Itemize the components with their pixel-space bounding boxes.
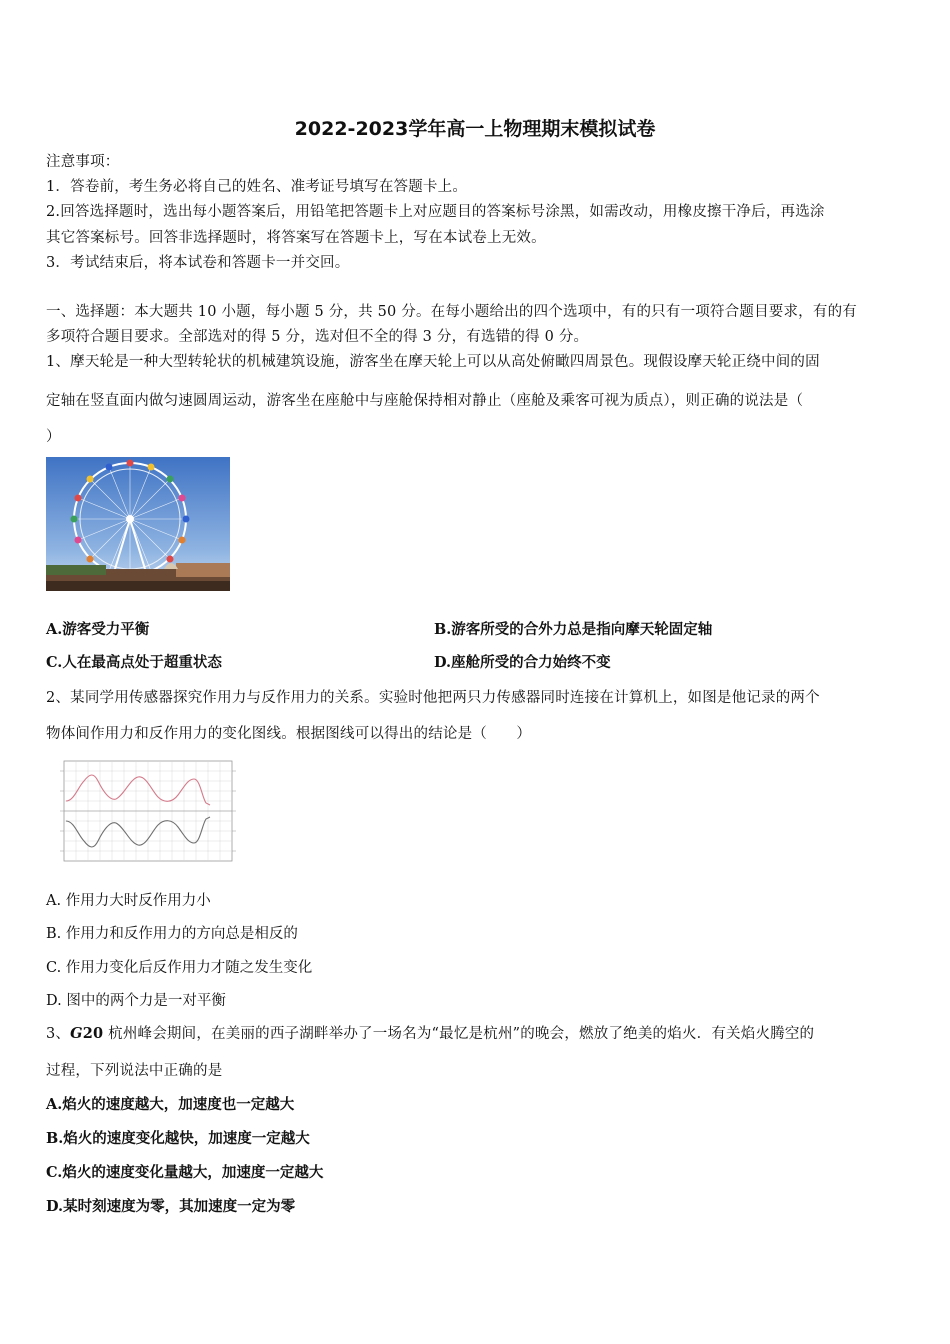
section-intro: 多项符合题目要求。全部选对的得 5 分，选对但不全的得 3 分，有选错的得 0 分。 [46,329,589,345]
g20-number: 20 [82,1025,104,1042]
q2-option-c[interactable]: C. 作用力变化后反作用力才随之发生变化 [46,960,313,976]
ferris-wheel-photo [46,457,230,591]
notice-item: 2.回答选择题时，选出每小题答案后，用铅笔把答题卡上对应题目的答案标号涂黑，如需改动，用橡皮擦干净后，再选涂 [46,204,825,220]
question-1-stem: 1、摩天轮是一种大型转轮状的机械建筑设施，游客坐在摩天轮上可以从高处俯瞰四周景色。现假设摩天轮正绕中间的固 [46,354,820,370]
q1-option-b[interactable]: B.游客所受的合外力总是指向摩天轮固定轴 [434,621,713,638]
question-3-number: 3、 [46,1026,71,1042]
notice-item: 3．考试结束后，将本试卷和答题卡一并交回。 [46,255,350,271]
notice-heading: 注意事项： [46,154,120,170]
notice-item: 1．答卷前，考生务必将自己的姓名、准考证号填写在答题卡上。 [46,179,468,195]
q3-option-a[interactable]: A.焰火的速度越大，加速度也一定越大 [46,1096,295,1113]
notice-item: 其它答案标号。回答非选择题时，将答案写在答题卡上，写在本试卷上无效。 [46,230,546,246]
q1-option-c[interactable]: C.人在最高点处于超重状态 [46,654,222,671]
page-title: 2022-2023学年高一上物理期末模拟试卷 [294,118,656,140]
section-intro: 一、选择题：本大题共 10 小题，每小题 5 分，共 50 分。在每小题给出的四个选项中，有的只有一项符合题目要求，有的有 [46,304,857,320]
g20-letter: G [70,1025,83,1042]
question-3-stem [46,1022,908,1043]
q2-option-b[interactable]: B. 作用力和反作用力的方向总是相反的 [46,926,298,942]
question-1-stem: 定轴在竖直面内做匀速圆周运动，游客坐在座舱中与座舱保持相对静止（座舱及乘客可视为质点），则正确的说法是（ [46,393,804,409]
q1-option-a[interactable]: A.游客受力平衡 [46,621,150,638]
q1-option-d[interactable]: D.座舱所受的合力始终不变 [434,654,611,671]
question-1-stem: ） [46,429,61,445]
q2-option-d[interactable]: D. 图中的两个力是一对平衡 [46,993,226,1009]
q3-option-b[interactable]: B.焰火的速度变化越快，加速度一定越大 [46,1130,310,1147]
q2-option-a[interactable]: A. 作用力大时反作用力小 [46,893,211,909]
question-2-stem: 物体间作用力和反作用力的变化图线。根据图线可以得出的结论是（ ） [46,726,532,742]
question-3-stem: 过程，下列说法中正确的是 [46,1063,223,1079]
question-2-stem: 2、某同学用传感器探究作用力与反作用力的关系。实验时他把两只力传感器同时连接在计算机上，如图是他记录的两个 [46,690,820,706]
q3-option-d[interactable]: D.某时刻速度为零，其加速度一定为零 [46,1198,296,1215]
q3-option-c[interactable]: C.焰火的速度变化量越大，加速度一定越大 [46,1164,324,1181]
force-sensor-graph [54,757,246,865]
question-3-text: 杭州峰会期间，在美丽的西子湖畔举办了一场名为“最忆是杭州”的晚会，燃放了绝美的焰火．有关焰火腾空的 [103,1026,815,1042]
